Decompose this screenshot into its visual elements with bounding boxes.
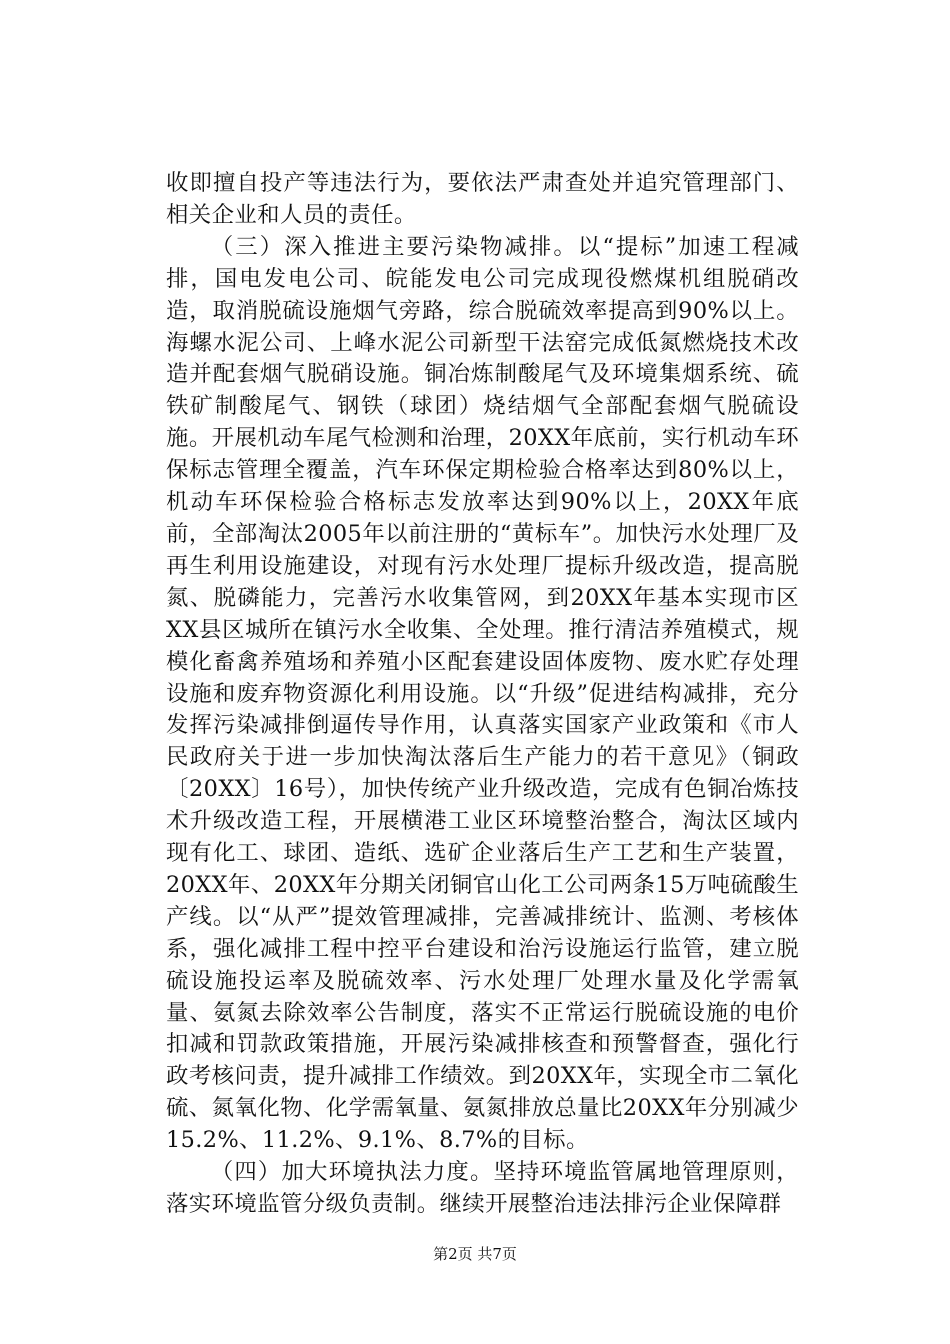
paragraph-continuation: 收即擅自投产等违法行为，要依法严肃查处并追究管理部门、相关企业和人员的责任。: [166, 170, 799, 228]
paragraph-section-3: （三）深入推进主要污染物减排。以“提标”加速工程减排，国电发电公司、皖能发电公司完成现役燃煤机组脱硝改造，取消脱硫设施烟气旁路，综合脱硫效率提高到90%以上。海螺水泥公司、上峰水泥公司新型干法窑完成低氮燃烧技术改造并配套烟气脱硝设施。铜冶炼制酸尾气及环境集烟系统、硫铁矿制酸尾气、钢铁（球团）烧结烟气全部配套烟气脱硫设施。开展机动车尾气检测和治理，20XX年底前，实行机动车环保标志管理全覆盖，汽车环保定期检验合格率达到80%以上，机动车环保检验合格标志发放率达到90%以上，20XX年底前，全部淘汰2005年以前注册的“黄标车”。加快污水处理厂及再生利用设施建设，对现有污水处理厂提标升级改造，提高脱氮、脱磷能力，完善污水收集管网，到20XX年基本实现市区XX县区城所在镇污水全收集、全处理。推行清洁养殖模式，规模化畜禽养殖场和养殖小区配套建设固体废物、废水贮存处理设施和废弃物资源化利用设施。以“升级”促进结构减排，充分发挥污染减排倒逼传导作用，认真落实国家产业政策和《市人民政府关于进一步加快淘汰落后生产能力的若干意见》（铜政〔20XX〕16号），加快传统产业升级改造，完成有色铜冶炼技术升级改造工程，开展横港工业区环境整治整合，淘汰区域内现有化工、球团、造纸、选矿企业落后生产工艺和生产装置，20XX年、20XX年分期关闭铜官山化工公司两条15万吨硫酸生产线。以“从严”提效管理减排，完善减排统计、监测、考核体系，强化减排工程中控平台建设和治污设施运行监管，建立脱硫设施投运率及脱硫效率、污水处理厂处理水量及化学需氧量、氨氮去除效率公告制度，落实不正常运行脱硫设施的电价扣减和罚款政策措施，开展污染减排核查和预警督查，强化行政考核问责，提升减排工作绩效。到20XX年，实现全市二氧化硫、氮氧化物、化学需氧量、氨氮排放总量比20XX年分别减少15.2%、11.2%、9.1%、8.7%的目标。: [166, 233, 799, 1154]
paragraph-section-4: （四）加大环境执法力度。坚持环境监管属地管理原则，落实环境监管分级负责制。继续开展整治违法排污企业保障群: [166, 1159, 799, 1217]
page-number-label: 第2页 共7页: [433, 1245, 517, 1263]
body-text: [166, 168, 799, 1221]
page-footer: [0, 1244, 950, 1264]
